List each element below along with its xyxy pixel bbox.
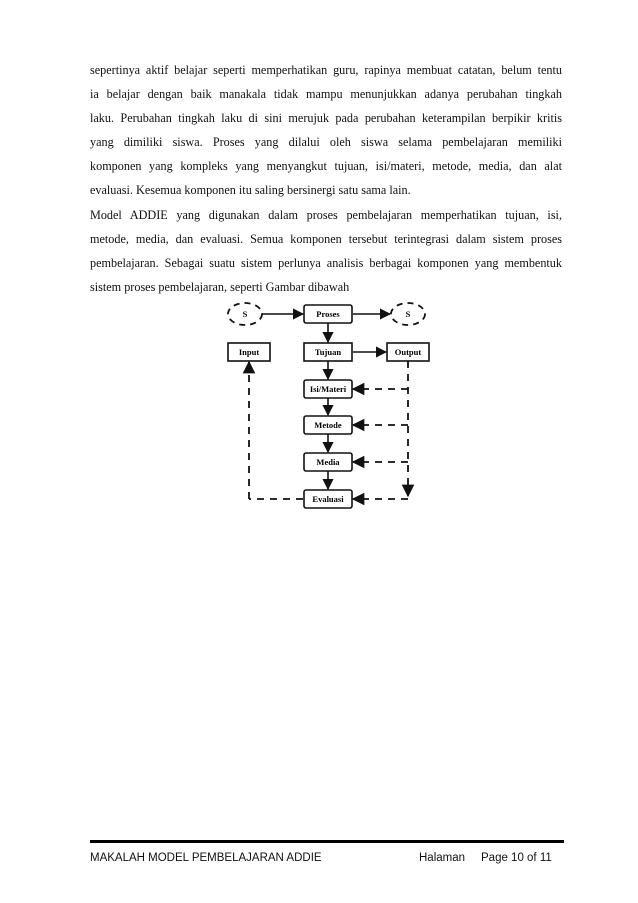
- text-line: pembelajaran. Sebagai suatu sistem perlunya analisis berbagai komponen yang membentuk: [90, 255, 562, 270]
- text-line: ia belajar dengan baik manakala tidak mampu menunjukkan adanya perubahan tingkah: [90, 87, 562, 102]
- text-line: laku. Perubahan tingkah laku di sini merujuk pada perubahan keterampilan berpikir kritis: [90, 111, 562, 126]
- input-label: Input: [238, 347, 260, 357]
- s-left-label: S: [242, 309, 248, 319]
- paragraph-2: [90, 203, 562, 299]
- footer-rule: [90, 840, 564, 843]
- tujuan-label: Tujuan: [314, 347, 342, 357]
- media-label: Media: [316, 457, 340, 467]
- isi-materi-label: Isi/Materi: [309, 384, 347, 394]
- footer-halaman-label: Halaman: [419, 852, 466, 864]
- text-line: Model ADDIE yang digunakan dalam proses pembelajaran memperhatikan tujuan, isi,: [90, 207, 562, 222]
- footer-page-number: Page 10 of 11: [481, 852, 552, 864]
- diagram-svg: [220, 296, 440, 516]
- s-right-label: S: [405, 309, 411, 319]
- page-footer: [90, 840, 564, 870]
- text-line: evaluasi. Kesemua komponen itu saling bersinergi satu sama lain.: [90, 183, 411, 198]
- text-line: sepertinya aktif belajar seperti memperhatikan guru, rapinya membuat catatan, belum tentu: [90, 63, 562, 77]
- text-line: metode, media, dan evaluasi. Semua komponen tersebut terintegrasi dalam sistem proses: [90, 231, 562, 246]
- text-line: yang dimiliki siswa. Proses yang dilalui oleh siswa selama pembelajaran memiliki: [90, 135, 562, 150]
- proses-label: Proses: [316, 309, 340, 319]
- text-line: komponen yang kompleks yang menyangkut tujuan, isi/materi, metode, media, dan alat: [90, 159, 562, 174]
- paragraph-1: [90, 58, 562, 203]
- system-diagram: [220, 296, 440, 516]
- output-label: Output: [394, 347, 422, 357]
- footer-title: MAKALAH MODEL PEMBELAJARAN ADDIE: [90, 852, 322, 864]
- evaluasi-label: Evaluasi: [312, 494, 344, 504]
- body-text: [90, 58, 562, 299]
- text-line: sistem proses pembelajaran, seperti Gambar dibawah: [90, 279, 350, 294]
- metode-label: Metode: [314, 420, 342, 430]
